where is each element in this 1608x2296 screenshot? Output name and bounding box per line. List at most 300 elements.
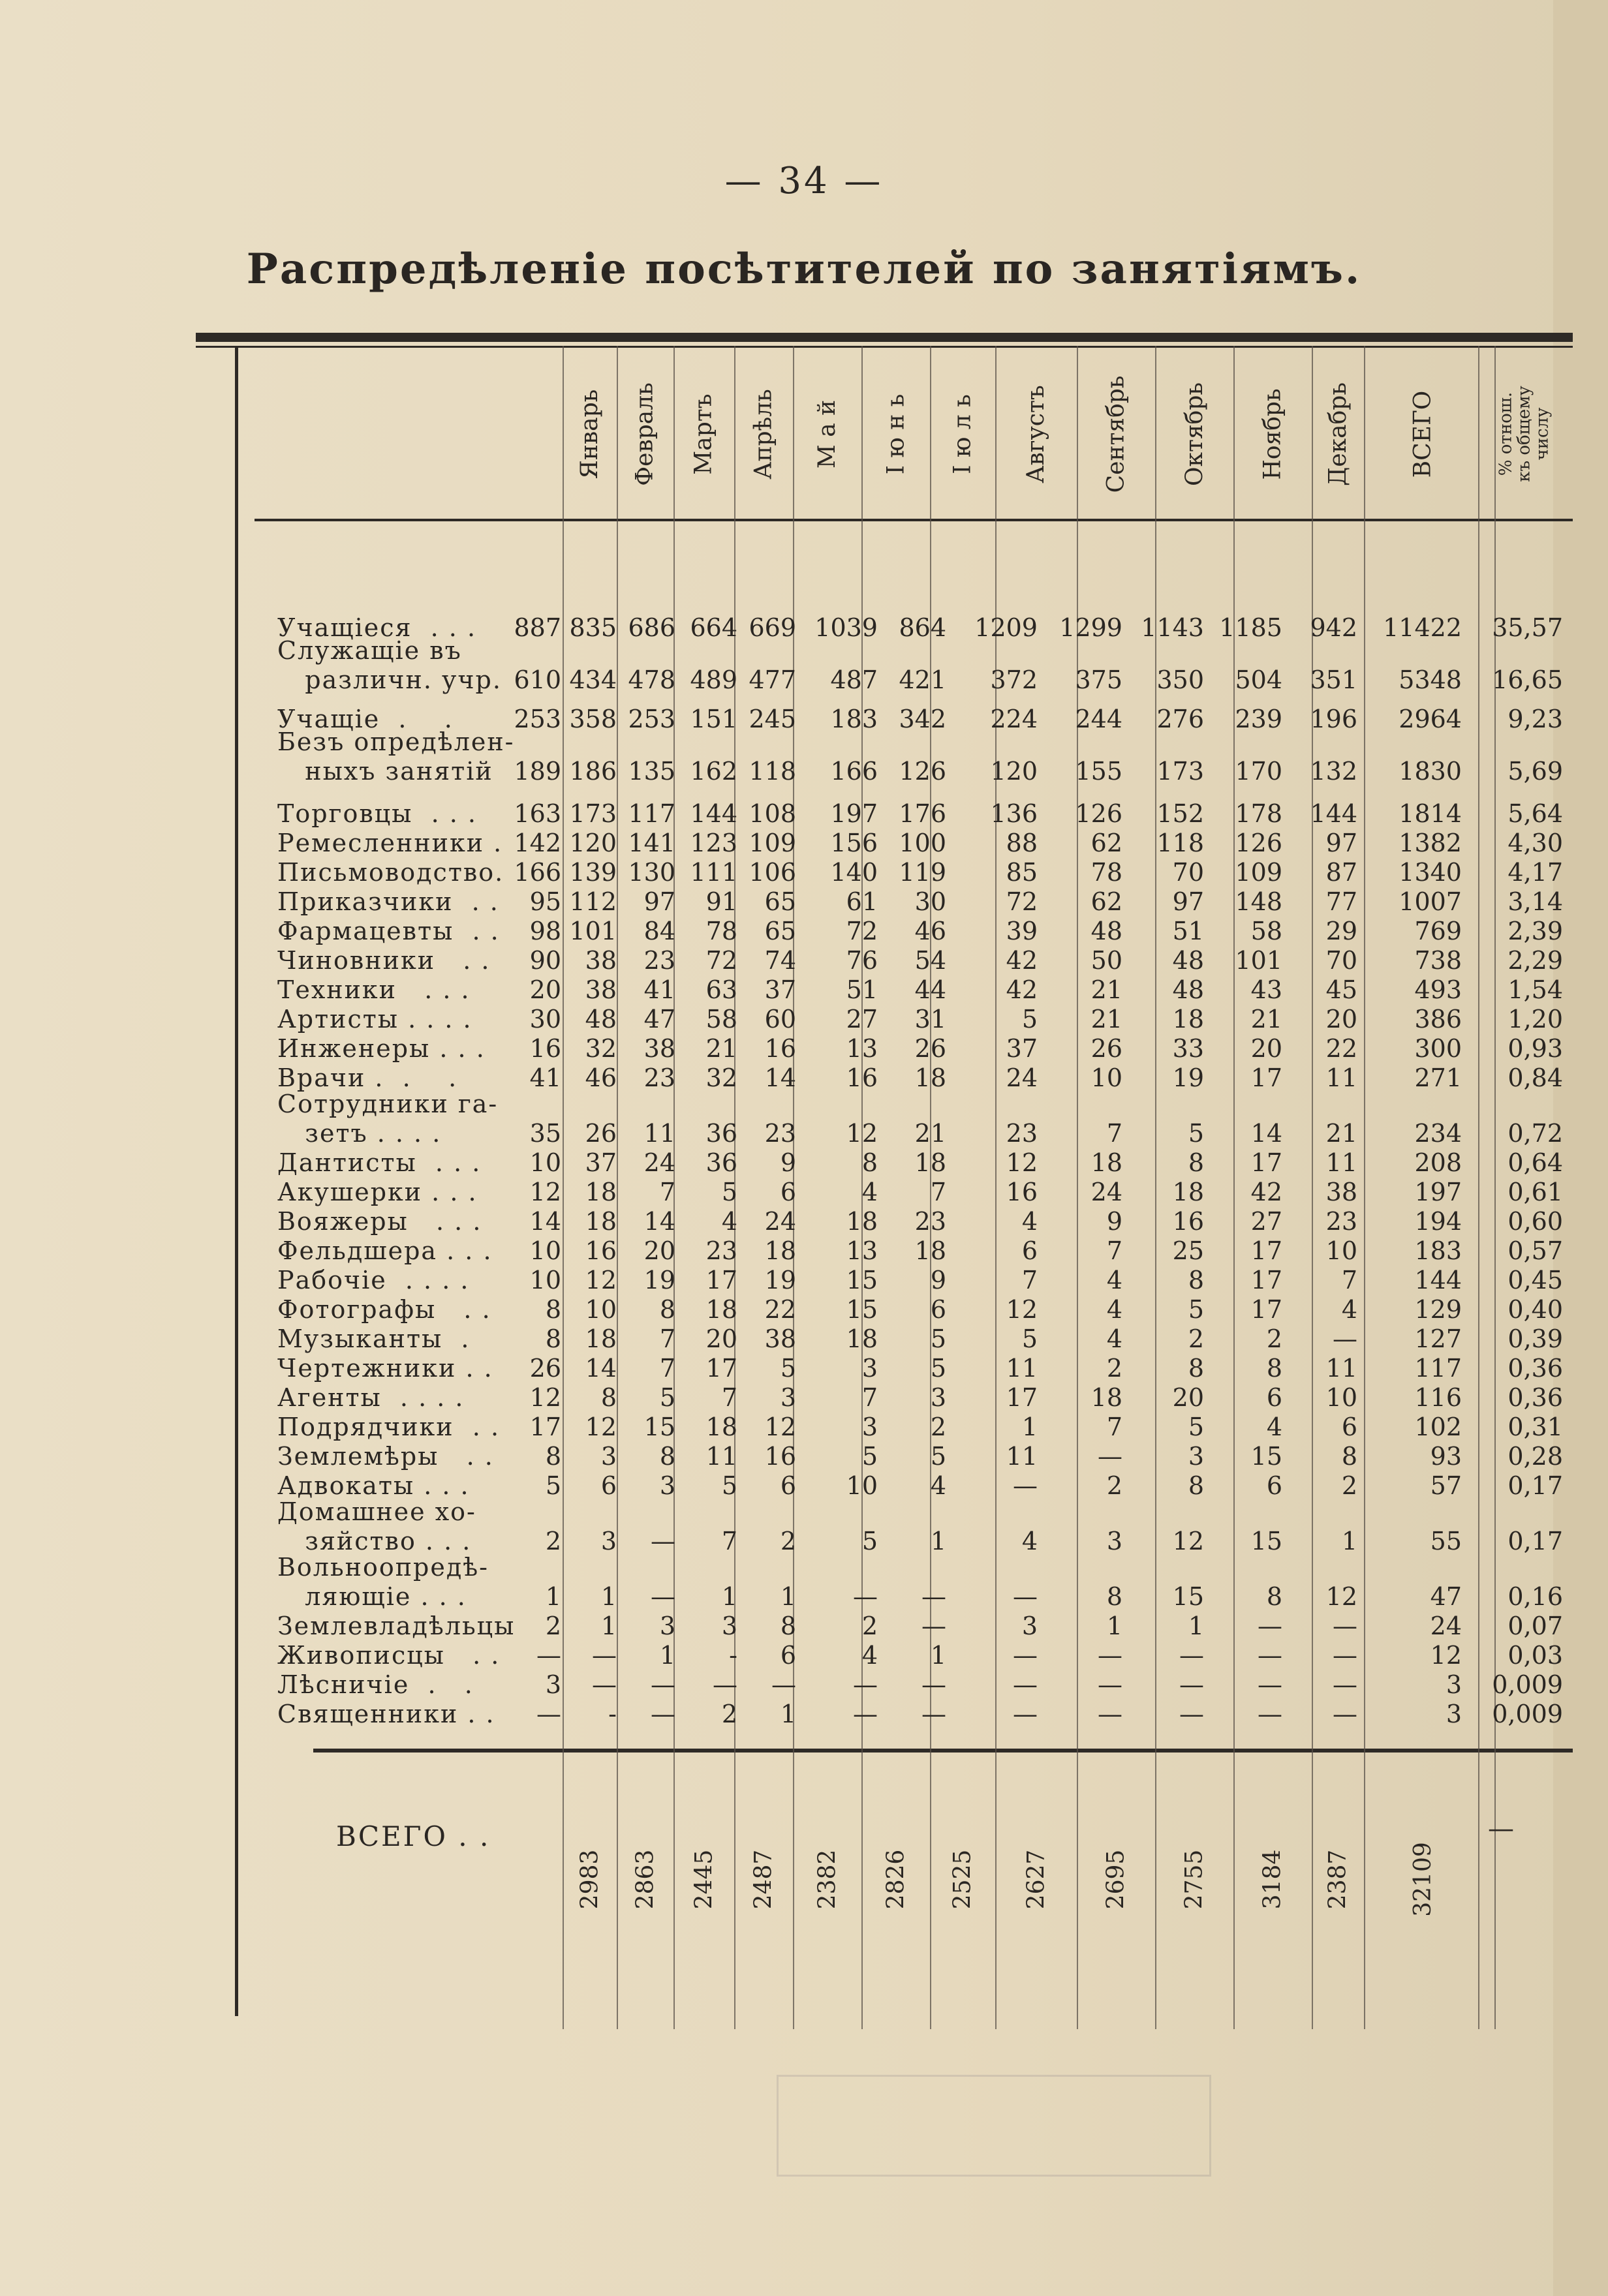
table-cell: 271 [1414,1064,1462,1092]
row-label: Агенты . . . . [277,1383,465,1412]
table-cell: 253 [514,705,561,733]
total-cell [995,1801,1077,1957]
totals-separator-rule [313,1749,1573,1753]
table-cell: — [1098,1700,1122,1728]
table-cell: 5 [659,1383,675,1412]
table-cell: 0,40 [1508,1295,1563,1324]
table-cell: 8 [1188,1471,1204,1500]
table-cell: — [592,1670,617,1699]
table-cell: 16 [846,1064,878,1092]
table-cell: 234 [1414,1119,1462,1148]
total-value: 2445 [690,1849,717,1909]
row-label: Лѣсничіе . . [277,1670,474,1699]
table-cell: 0,61 [1508,1178,1563,1206]
table-cell: 8 [545,1442,561,1471]
table-cell: 24 [1430,1612,1462,1640]
table-cell: 5,64 [1508,799,1563,828]
table-cell: 65 [764,917,796,945]
row-label: зяйство . . . [277,1527,472,1555]
table-cell: 2 [545,1612,561,1640]
column-header-label: % отнош. къ общему числу [1496,386,1553,482]
row-label: Врачи . . . [277,1064,458,1092]
table-cell: 6 [1266,1383,1282,1412]
table-cell: 669 [749,613,796,642]
table-cell: 4 [1106,1324,1122,1353]
table-cell: 41 [643,975,675,1004]
table-cell: 170 [1235,757,1282,786]
table-cell: 27 [846,1005,878,1033]
table-cell: — [1333,1612,1357,1640]
table-cell: 13 [846,1236,878,1265]
table-cell: 4 [861,1178,878,1206]
table-cell: 42 [1006,946,1038,975]
table-cell: 7 [721,1383,737,1412]
table-cell: 93 [1430,1442,1462,1471]
table-cell: 15 [1250,1527,1282,1555]
table-cell: 20 [643,1236,675,1265]
table-cell: 11 [1325,1354,1357,1383]
table-cell: 8 [1106,1582,1122,1611]
table-cell: 12 [764,1413,796,1441]
table-cell: 78 [705,917,737,945]
table-cell: 8 [545,1324,561,1353]
table-cell: 5 [861,1442,878,1471]
table-cell: — [1013,1641,1038,1670]
table-cell: 10 [529,1148,561,1177]
table-cell: 22 [764,1295,796,1324]
header-separator-rule [255,519,1573,521]
table-cell: 4 [1106,1295,1122,1324]
table-cell: 197 [830,799,878,828]
table-cell: 0,36 [1508,1354,1563,1383]
table-cell: 9 [1106,1207,1122,1236]
table-cell: 5 [1188,1413,1204,1441]
table-cell: 18 [705,1413,737,1441]
table-cell: 17 [1250,1236,1282,1265]
table-cell: 3 [1106,1527,1122,1555]
table-cell: 5 [545,1471,561,1500]
table-cell: 3 [545,1670,561,1699]
table-cell: 6 [600,1471,617,1500]
table-cell: 0,45 [1508,1266,1563,1294]
table-cell: 15 [1172,1582,1204,1611]
table-cell: 1340 [1399,858,1462,887]
table-cell: — [1013,1471,1038,1500]
table-cell: 1 [930,1527,946,1555]
table-cell: 130 [628,858,675,887]
table-cell: 18 [585,1178,617,1206]
table-cell: 7 [1106,1119,1122,1148]
table-cell: 0,60 [1508,1207,1563,1236]
table-cell: 487 [830,666,878,694]
table-cell: 51 [1172,917,1204,945]
table-cell: 0,36 [1508,1383,1563,1412]
table-cell: 17 [705,1354,737,1383]
table-cell: 23 [1006,1119,1038,1148]
total-value: 2387 [1324,1849,1352,1909]
table-cell: 0,28 [1508,1442,1563,1471]
column-header [995,352,1077,515]
column-header [1312,352,1364,515]
table-cell: 0,93 [1508,1034,1563,1063]
table-cell: 135 [628,757,675,786]
table-cell: 38 [764,1324,796,1353]
table-cell: 864 [899,613,946,642]
total-value: 2755 [1181,1849,1208,1909]
row-label: Землевладѣльцы [277,1612,516,1640]
page-title: Распредѣленіе посѣтителей по занятіямъ. [246,245,1362,294]
total-value: 2826 [882,1849,909,1909]
table-cell: 41 [529,1064,561,1092]
table-cell: 72 [1006,887,1038,916]
table-cell: 117 [1414,1354,1462,1383]
table-cell: 9 [780,1148,796,1177]
table-cell: 738 [1414,946,1462,975]
total-cell [930,1801,995,1957]
row-label: различн. учр. [277,666,502,694]
table-cell: — [771,1670,796,1699]
table-cell: 144 [1414,1266,1462,1294]
table-cell: 9 [930,1266,946,1294]
table-cell: 1 [600,1582,617,1611]
table-cell: — [853,1582,878,1611]
table-cell: 20 [1250,1034,1282,1063]
table-cell: 6 [1341,1413,1357,1441]
total-cell [1077,1801,1155,1957]
table-cell: 342 [899,705,946,733]
table-cell: — [921,1670,946,1699]
table-cell: 132 [1310,757,1357,786]
table-cell: 16 [764,1034,796,1063]
table-cell: 12 [585,1266,617,1294]
total-value: 2627 [1023,1849,1049,1909]
table-cell: - [608,1700,617,1728]
table-cell: 22 [1325,1034,1357,1063]
total-cell [1367,1801,1478,1957]
table-cell: 163 [514,799,561,828]
table-cell: 62 [1090,829,1122,857]
row-label: Священники . . [277,1700,495,1728]
row-label: Служащіе въ [277,636,462,665]
table-cell: 118 [1156,829,1204,857]
table-cell: 176 [899,799,946,828]
table-cell: 300 [1414,1034,1462,1063]
table-cell: 18 [585,1207,617,1236]
table-cell: 37 [1006,1034,1038,1063]
table-cell: 0,17 [1508,1471,1563,1500]
table-cell: 6 [780,1178,796,1206]
table-cell: 5348 [1399,666,1462,694]
table-cell: 8 [1266,1354,1282,1383]
table-cell: 10 [1325,1236,1357,1265]
table-cell: 36 [705,1148,737,1177]
total-value: 32109 [1409,1841,1436,1917]
table-cell: 2 [1266,1324,1282,1353]
table-cell: 3 [1446,1670,1462,1699]
table-cell: 0,009 [1492,1670,1563,1699]
table-cell: 2 [545,1527,561,1555]
total-cell [1312,1801,1364,1957]
table-cell: 239 [1235,705,1282,733]
table-cell: 15 [846,1266,878,1294]
table-cell: 8 [1188,1266,1204,1294]
column-header-label: Августъ [1023,384,1049,483]
table-cell: 18 [705,1295,737,1324]
column-header [1367,352,1478,515]
table-cell: 24 [1006,1064,1038,1092]
table-cell: — [1333,1641,1357,1670]
table-cell: 7 [861,1383,878,1412]
table-cell: 90 [529,946,561,975]
table-cell: 18 [914,1148,946,1177]
total-cell [673,1801,734,1957]
table-cell: 26 [914,1034,946,1063]
table-cell: 3,14 [1508,887,1563,916]
table-cell: 155 [1075,757,1122,786]
table-cell: 4 [1106,1266,1122,1294]
table-cell: 20 [1325,1005,1357,1033]
table-cell: 38 [585,975,617,1004]
table-cell: 0,009 [1492,1700,1563,1728]
table-cell: 156 [830,829,878,857]
table-cell: 1 [780,1700,796,1728]
table-cell: 7 [659,1178,675,1206]
table-cell: 36 [705,1119,737,1148]
table-cell: 1 [780,1582,796,1611]
table-cell: 8 [861,1148,878,1177]
table-cell: 116 [1414,1383,1462,1412]
table-cell: 887 [514,613,561,642]
table-cell: 62 [1090,887,1122,916]
row-label: Сотрудники га- [277,1090,499,1118]
table-cell: 4,17 [1508,858,1563,887]
table-cell: 245 [749,705,796,733]
table-cell: — [1013,1670,1038,1699]
page-number: — 34 — [724,160,884,202]
table-cell: 17 [1250,1266,1282,1294]
table-cell: 14 [1250,1119,1282,1148]
total-cell [793,1801,861,1957]
table-cell: 2964 [1399,705,1462,733]
table-cell: 19 [1172,1064,1204,1092]
total-cell [1155,1801,1233,1957]
row-label: Чиновники . . [277,946,491,975]
table-cell: — [1013,1582,1038,1611]
table-cell: 1382 [1399,829,1462,857]
table-cell: 20 [705,1324,737,1353]
total-value: 2695 [1102,1849,1130,1909]
table-cell: 47 [643,1005,675,1033]
table-cell: 12 [529,1178,561,1206]
table-cell: 1185 [1219,613,1282,642]
table-cell: 102 [1414,1413,1462,1441]
table-cell: 0,39 [1508,1324,1563,1353]
table-cell: 3 [1188,1442,1204,1471]
table-cell: 77 [1325,887,1357,916]
row-label: Учащіеся . . . [277,613,477,642]
table-cell: 0,16 [1508,1582,1563,1611]
table-cell: 32 [585,1034,617,1063]
table-cell: 43 [1250,975,1282,1004]
table-cell: 7 [1341,1266,1357,1294]
total-cell [861,1801,930,1957]
row-label: Ремесленники . [277,829,503,857]
table-cell: 44 [914,975,946,1004]
table-cell: 4 [1341,1295,1357,1324]
table-cell: 1299 [1059,613,1122,642]
table-cell: 97 [1325,829,1357,857]
table-cell: 25 [1172,1236,1204,1265]
column-header-label: Февраль [632,382,658,486]
table-cell: 11 [1006,1354,1038,1383]
table-cell: 2 [780,1527,796,1555]
table-cell: 46 [585,1064,617,1092]
table-cell: 7 [930,1178,946,1206]
table-cell: 24 [643,1148,675,1177]
table-cell: 3 [600,1442,617,1471]
table-cell: 127 [1414,1324,1462,1353]
table-cell: 162 [690,757,737,786]
total-value: 2487 [750,1849,777,1909]
table-cell: 3 [659,1471,675,1500]
table-cell: 686 [628,613,675,642]
table-cell: — [651,1582,675,1611]
table-cell: — [1179,1700,1204,1728]
table-cell: 60 [764,1005,796,1033]
table-cell: 16 [585,1236,617,1265]
row-label: Дантисты . . . [277,1148,482,1177]
table-cell: 7 [1021,1266,1038,1294]
table-cell: 17 [1250,1064,1282,1092]
table-cell: 139 [569,858,617,887]
table-cell: 48 [1172,946,1204,975]
table-cell: 7 [1106,1413,1122,1441]
row-label: ляющіе . . . [277,1582,467,1611]
table-cell: 17 [1006,1383,1038,1412]
column-header-label: І ю л ь [949,393,976,474]
table-cell: 0,57 [1508,1236,1563,1265]
column-header [1155,352,1233,515]
table-cell: 98 [529,917,561,945]
table-cell: 84 [643,917,675,945]
table-cell: 48 [585,1005,617,1033]
table-cell: 21 [705,1034,737,1063]
table-cell: — [921,1700,946,1728]
total-cell [617,1801,673,1957]
table-cell: 166 [514,858,561,887]
table-cell: 65 [764,887,796,916]
table-cell: 109 [1235,858,1282,887]
table-cell: 183 [830,705,878,733]
table-cell: 1007 [1399,887,1462,916]
table-cell: 478 [628,666,675,694]
table-cell: 386 [1414,1005,1462,1033]
table-cell: 3 [861,1354,878,1383]
table-cell: 20 [529,975,561,1004]
table-cell: 18 [1090,1383,1122,1412]
table-cell: 46 [914,917,946,945]
table-cell: 26 [585,1119,617,1148]
row-label: Рабочіе . . . . [277,1266,470,1294]
table-cell: 72 [705,946,737,975]
column-header-label: Апрѣль [750,388,777,480]
table-cell: - [729,1641,737,1670]
table-cell: 489 [690,666,737,694]
row-label: Безъ опредѣлен- [277,727,515,756]
table-cell: 17 [529,1413,561,1441]
table-cell: 1 [1021,1413,1038,1441]
row-label: Инженеры . . . [277,1034,486,1063]
total-value: 2983 [576,1849,603,1909]
table-cell: 72 [846,917,878,945]
table-cell: 2 [721,1700,737,1728]
table-cell: 5 [930,1442,946,1471]
table-cell: 120 [990,757,1038,786]
table-cell: — [592,1641,617,1670]
table-cell: 8 [780,1612,796,1640]
table-cell: 183 [1414,1236,1462,1265]
table-cell: 120 [569,829,617,857]
table-cell: 45 [1325,975,1357,1004]
table-cell: 244 [1075,705,1122,733]
table-cell: 5 [930,1324,946,1353]
table-cell: 6 [780,1641,796,1670]
table-cell: 23 [705,1236,737,1265]
table-cell: 18 [1172,1005,1204,1033]
table-cell: 769 [1414,917,1462,945]
table-cell: 4 [1021,1207,1038,1236]
table-cell: — [1333,1324,1357,1353]
table-cell: 3 [930,1383,946,1412]
table-cell: 3 [600,1527,617,1555]
table-cell: 12 [529,1383,561,1412]
table-cell: 111 [690,858,737,887]
table-cell: 38 [643,1034,675,1063]
table-cell: 76 [846,946,878,975]
table-cell: 173 [569,799,617,828]
table-cell: 358 [569,705,617,733]
table-cell: 42 [1006,975,1038,1004]
table-cell: 1 [721,1582,737,1611]
table-cell: 3 [780,1383,796,1412]
table-cell: — [921,1612,946,1640]
table-cell: 8 [600,1383,617,1412]
table-cell: 14 [529,1207,561,1236]
table-cell: 5 [780,1354,796,1383]
table-cell: 3 [659,1612,675,1640]
row-label: Приказчики . . [277,887,499,916]
table-cell: 117 [628,799,675,828]
table-cell: 16,65 [1492,666,1563,694]
table-cell: 97 [1172,887,1204,916]
table-cell: 31 [914,1005,946,1033]
totals-label: ВСЕГО . . [336,1820,491,1852]
totals-percent: — [1488,1814,1514,1844]
table-cell: 421 [899,666,946,694]
table-cell: 4 [861,1641,878,1670]
table-cell: 15 [846,1295,878,1324]
column-rule [1364,346,1365,2029]
table-cell: 253 [628,705,675,733]
table-cell: 18 [764,1236,796,1265]
table-cell: — [1098,1641,1122,1670]
table-cell: 58 [1250,917,1282,945]
table-cell: 1,20 [1508,1005,1563,1033]
table-cell: 51 [846,975,878,1004]
table-cell: 6 [1266,1471,1282,1500]
row-label: Акушерки . . . [277,1178,478,1206]
table-cell: — [651,1700,675,1728]
